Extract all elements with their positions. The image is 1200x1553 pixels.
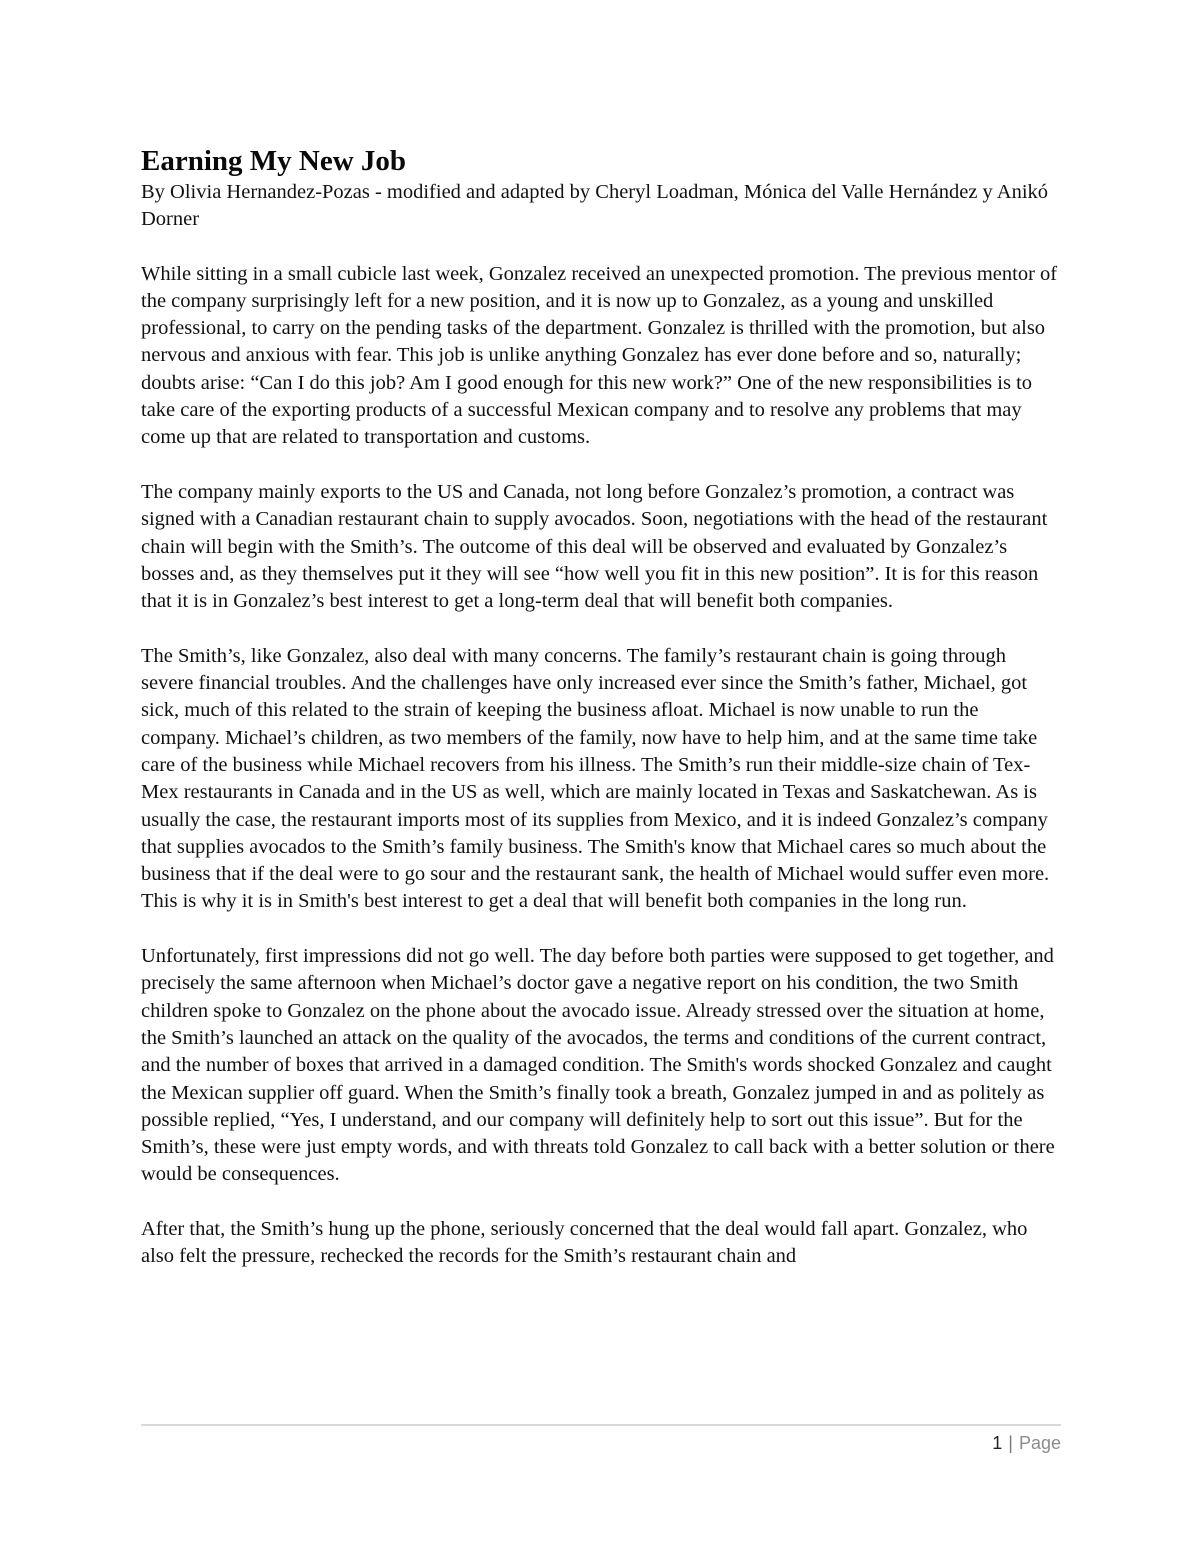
page-number: 1 <box>992 1433 1003 1453</box>
document-byline: By Olivia Hernandez-Pozas - modified and adapted by Cheryl Loadman, Mónica del Valle Hernández y Anikó Dorner <box>141 181 1049 231</box>
paragraph-5: After that, the Smith’s hung up the phone, seriously concerned that the deal would fall apart. Gonzalez, who also felt the pressure, rechecked the records for the Smith’s restaurant chain and <box>141 1217 1028 1268</box>
paragraph-2: The company mainly exports to the US and Canada, not long before Gonzalez’s promotion, a contract was signed with a Canadian restaurant chain to supply avocados. Soon, negotiations with the head of the restaurant chain will begin with the Smith’s. The outcome of this deal will be observed and evaluated by Gonzalez’s bosses and, as they themselves put it they will see “how well you fit in this new position”. It is for this reason that it is in Gonzalez’s best interest to get a long-term deal that will benefit both companies. <box>141 480 1048 613</box>
page-footer <box>141 1431 1061 1455</box>
document-title: Earning My New Job <box>141 145 407 177</box>
footer-divider <box>141 1424 1061 1426</box>
page-label: Page <box>1018 1433 1061 1453</box>
paragraph-4: Unfortunately, first impressions did not go well. The day before both parties were supposed to get together, and precisely the same afternoon when Michael’s doctor gave a negative report on his condition, the two Smith children spoke to Gonzalez on the phone about the avocado issue. Already stressed over the situation at home, the Smith’s launched an attack on the quality of the avocados, the terms and conditions of the current contract, and the number of boxes that arrived in a damaged condition. The Smith's words shocked Gonzalez and caught the Mexican supplier off guard. When the Smith’s finally took a breath, Gonzalez jumped in and as politely as possible replied, “Yes, I understand, and our company will definitely help to sort out this issue”. But for the Smith’s, these were just empty words, and with threats told Gonzalez to call back with a better solution or there would be consequences. <box>141 945 1055 1186</box>
paragraph-3: The Smith’s, like Gonzalez, also deal with many concerns. The family’s restaurant chain is going through severe financial troubles. And the challenges have only increased ever since the Smith’s father, Michael, got sick, much of this related to the strain of keeping the business afloat. Michael is now unable to run the company. Michael’s children, as two members of the family, now have to help him, and at the same time take care of the business while Michael recovers from his illness. The Smith’s run their middle-size chain of Tex-Mex restaurants in Canada and in the US as well, which are mainly located in Texas and Saskatchewan. As is usually the case, the restaurant imports most of its supplies from Mexico, and it is indeed Gonzalez’s company that supplies avocados to the Smith’s family business. The Smith's know that Michael cares so much about the business that if the deal were to go sour and the restaurant sank, the health of Michael would suffer even more. This is why it is in Smith's best interest to get a deal that will benefit both companies in the long run. <box>141 644 1050 913</box>
document-body <box>141 143 1061 1298</box>
footer-separator: | <box>1008 1433 1013 1453</box>
paragraph-1: While sitting in a small cubicle last week, Gonzalez received an unexpected promotion. The previous mentor of the company surprisingly left for a new position, and it is now up to Gonzalez, as a young and unskilled professional, to carry on the pending tasks of the department. Gonzalez is thrilled with the promotion, but also nervous and anxious with fear. This job is unlike anything Gonzalez has ever done before and so, naturally; doubts arise: “Can I do this job? Am I good enough for this new work?” One of the new responsibilities is to take care of the exporting products of a successful Mexican company and to resolve any problems that may come up that are related to transportation and customs. <box>141 262 1058 449</box>
